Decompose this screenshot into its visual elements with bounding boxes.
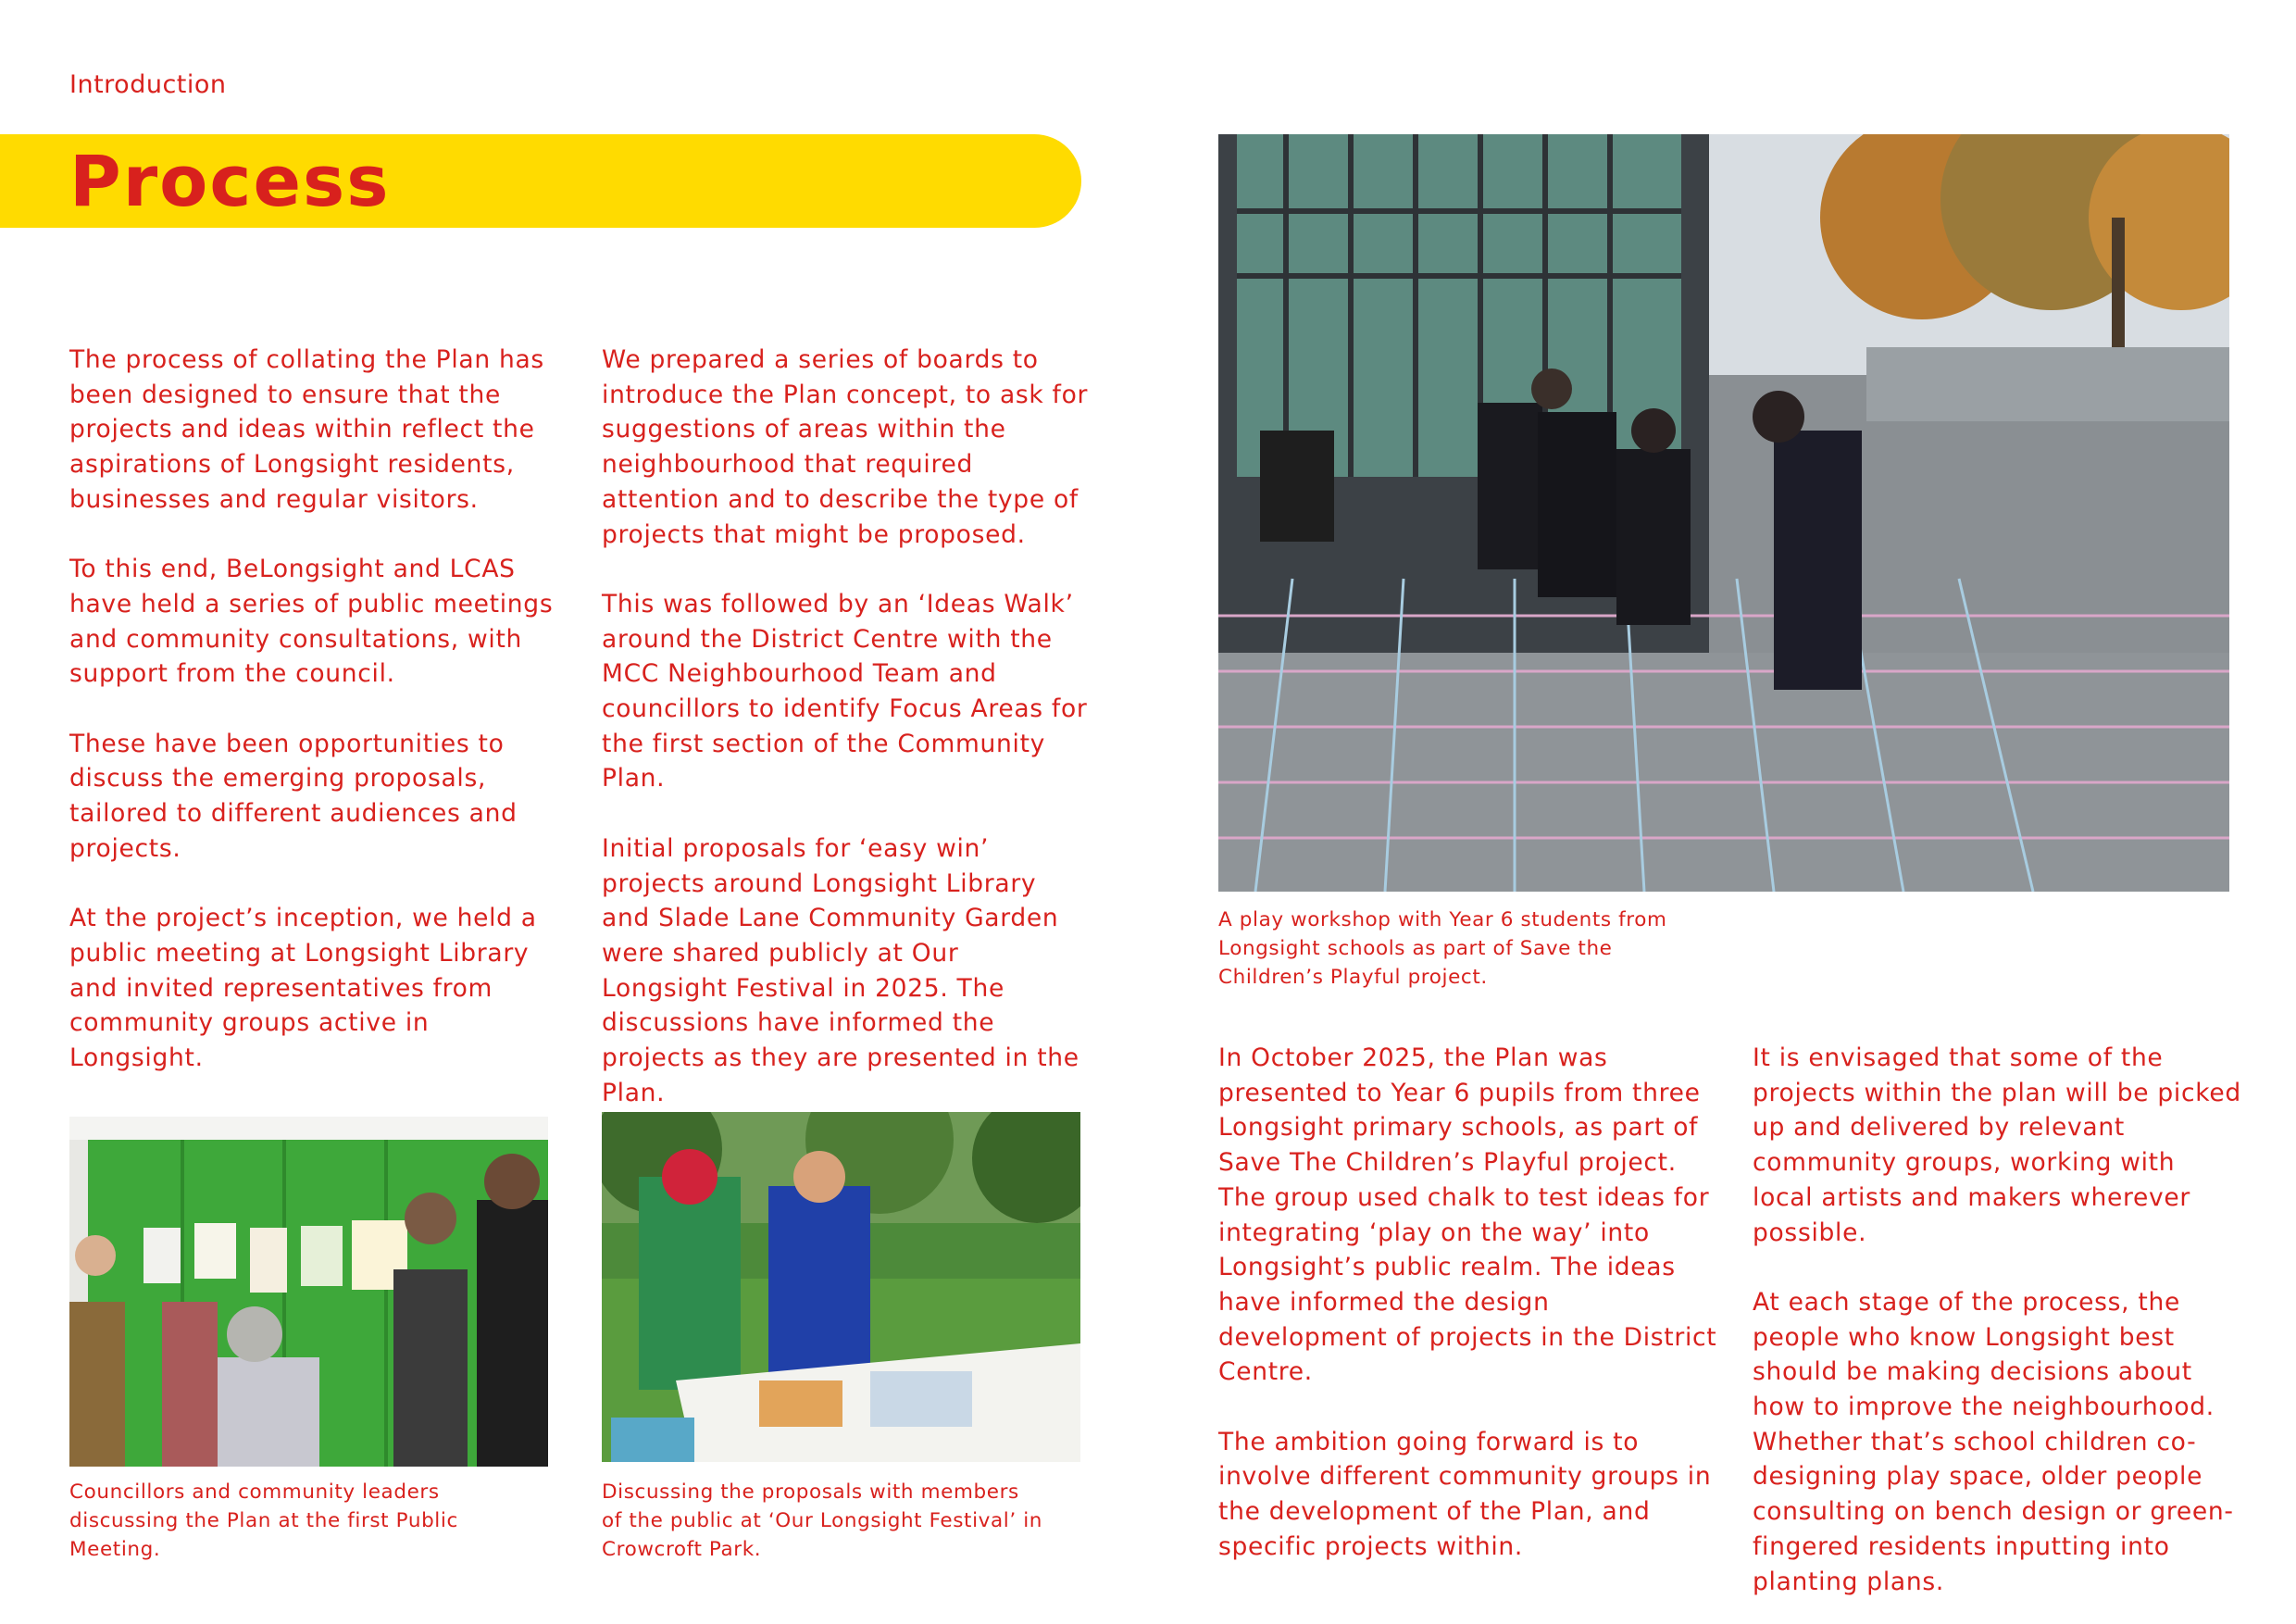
text-column-2 [602, 343, 1092, 1110]
caption-play-workshop: A play workshop with Year 6 students from Longsight schools as part of Save the Children’s Playful project. [1218, 908, 1667, 989]
caption-public-meeting: Councillors and community leaders discussing the Plan at the first Public Meeting. [69, 1480, 458, 1561]
text-column-4 [1753, 1041, 2243, 1599]
paragraph: To this end, BeLongsight and LCAS have held a series of public meetings and community consultations, with support from the council. [69, 555, 554, 689]
paragraph: It is envisaged that some of the projects within the plan will be picked up and delivered by relevant community groups, working with local artists and makers wherever possible. [1753, 1043, 2241, 1247]
paragraph: The ambition going forward is to involve different community groups in the development of the Plan, and specific projects within. [1218, 1427, 1712, 1561]
paragraph: At the project’s inception, we held a public meeting at Longsight Library and invited representatives from community groups active in Longsight. [69, 904, 537, 1073]
paragraph: In October 2025, the Plan was presented to Year 6 pupils from three Longsight primary schools, as part of Save The Children’s Playful project. The group used chalk to test ideas for integrating ‘play on the way’ into Longsight’s public realm. The ideas have informed the design development of projects in the District Centre. [1218, 1043, 1717, 1387]
photo-public-meeting [69, 1117, 548, 1467]
paragraph: We prepared a series of boards to introduce the Plan concept, to ask for suggestions of areas within the neighbourhood that required attention and to describe the type of projects that might be proposed. [602, 345, 1089, 549]
photo-play-workshop [1218, 134, 2229, 892]
paragraph: This was followed by an ‘Ideas Walk’ around the District Centre with the MCC Neighbourhood Team and councillors to identify Focus Areas for the first section of the Community Plan. [602, 589, 1088, 793]
photo-festival [602, 1112, 1080, 1462]
section-label: Introduction [69, 70, 227, 99]
caption-festival: Discussing the proposals with members of the public at ‘Our Longsight Festival’ in Crowcroft Park. [602, 1480, 1042, 1561]
paragraph: These have been opportunities to discuss the emerging proposals, tailored to different audiences and projects. [69, 729, 518, 863]
paragraph: The process of collating the Plan has been designed to ensure that the projects and ideas within reflect the aspirations of Longsight residents, businesses and regular visitors. [69, 345, 544, 514]
text-column-3 [1218, 1041, 1718, 1565]
text-column-1 [69, 343, 560, 1076]
paragraph: At each stage of the process, the people who know Longsight best should be making decisions about how to improve the neighbourhood. Whether that’s school children co-designing play space, older people consulting on bench design or green-fingered residents inputting into planting plans. [1753, 1287, 2234, 1596]
page-title: Process [69, 140, 391, 222]
paragraph: Initial proposals for ‘easy win’ projects around Longsight Library and Slade Lane Community Garden were shared publicly at Our Longsight Festival in 2025. The discussions have informed the projects as they are presented in the Plan. [602, 833, 1079, 1107]
